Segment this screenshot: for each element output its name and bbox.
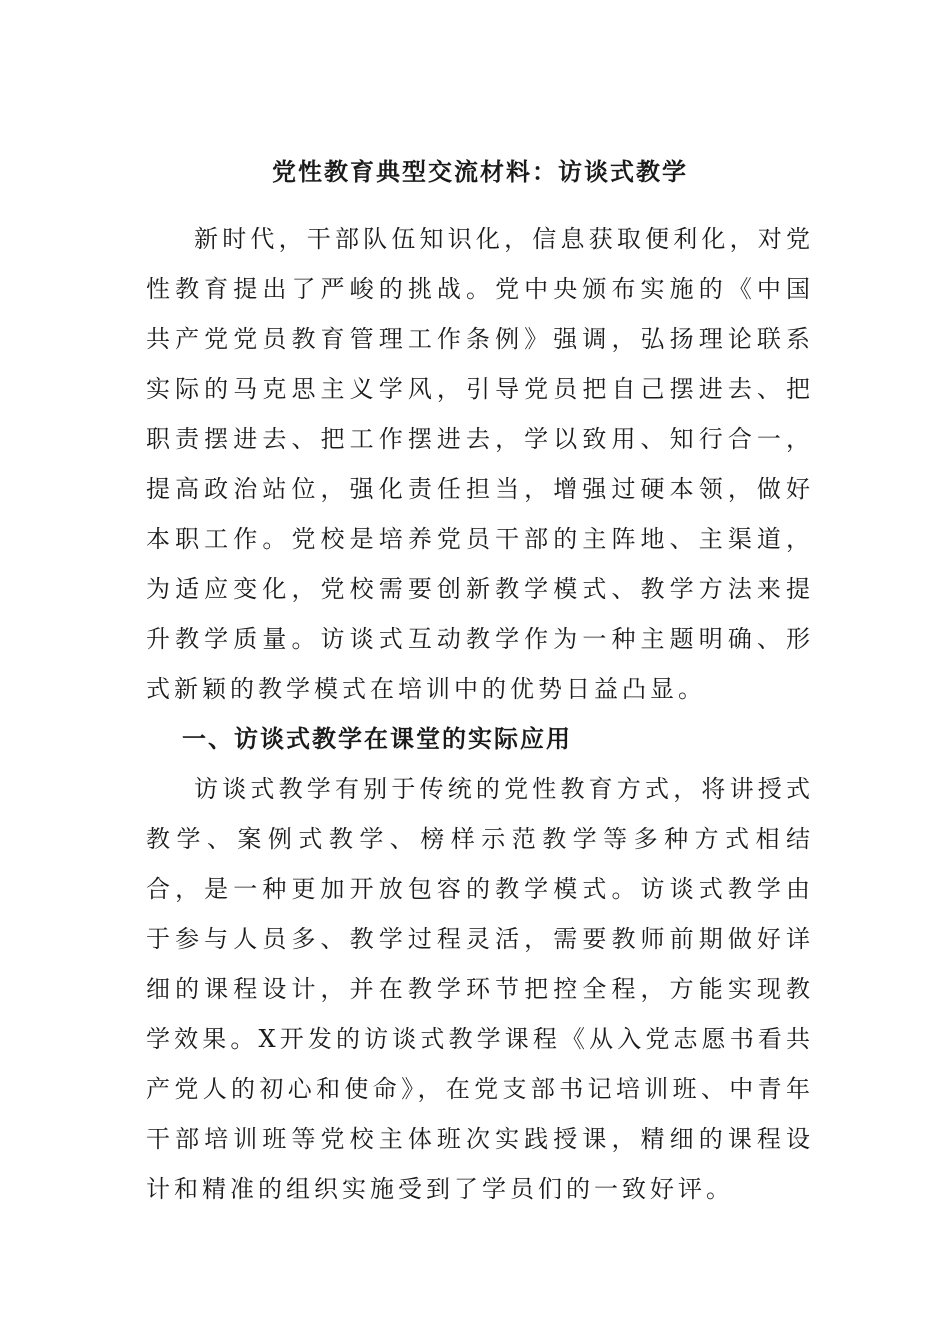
section-1-paragraph: 访谈式教学有别于传统的党性教育方式，将讲授式教学、案例式教学、榜样示范教学等多种方式相结合，是一种更加开放包容的教学模式。访谈式教学由于参与人员多、教学过程灵活，需要教师前期做好详细的课程设计，并在教学环节把控全程，方能实现教学效果。X开发的访谈式教学课程《从入党志愿书看共产党人的初心和使命》，在党支部书记培训班、中青年干部培训班等党校主体班次实践授课，精细的课程设计和精准的组织实施受到了学员们的一致好评。	[146, 775, 814, 1203]
intro-paragraph: 新时代，干部队伍知识化，信息获取便利化，对党性教育提出了严峻的挑战。党中央颁布实施的《中国共产党党员教育管理工作条例》强调，弘扬理论联系实际的马克思主义学风，引导党员把自己摆进去、把职责摆进去、把工作摆进去，学以致用、知行合一，提高政治站位，强化责任担当，增强过硬本领，做好本职工作。党校是培养党员干部的主阵地、主渠道，为适应变化，党校需要创新教学模式、教学方法来提升教学质量。访谈式互动教学作为一种主题明确、形式新颖的教学模式在培训中的优势日益凸显。	[146, 225, 814, 703]
section-1-heading: 一、访谈式教学在课堂的实际应用	[182, 725, 572, 753]
document-title: 党性教育典型交流材料：访谈式教学	[272, 158, 688, 186]
document-page	[146, 152, 814, 1214]
